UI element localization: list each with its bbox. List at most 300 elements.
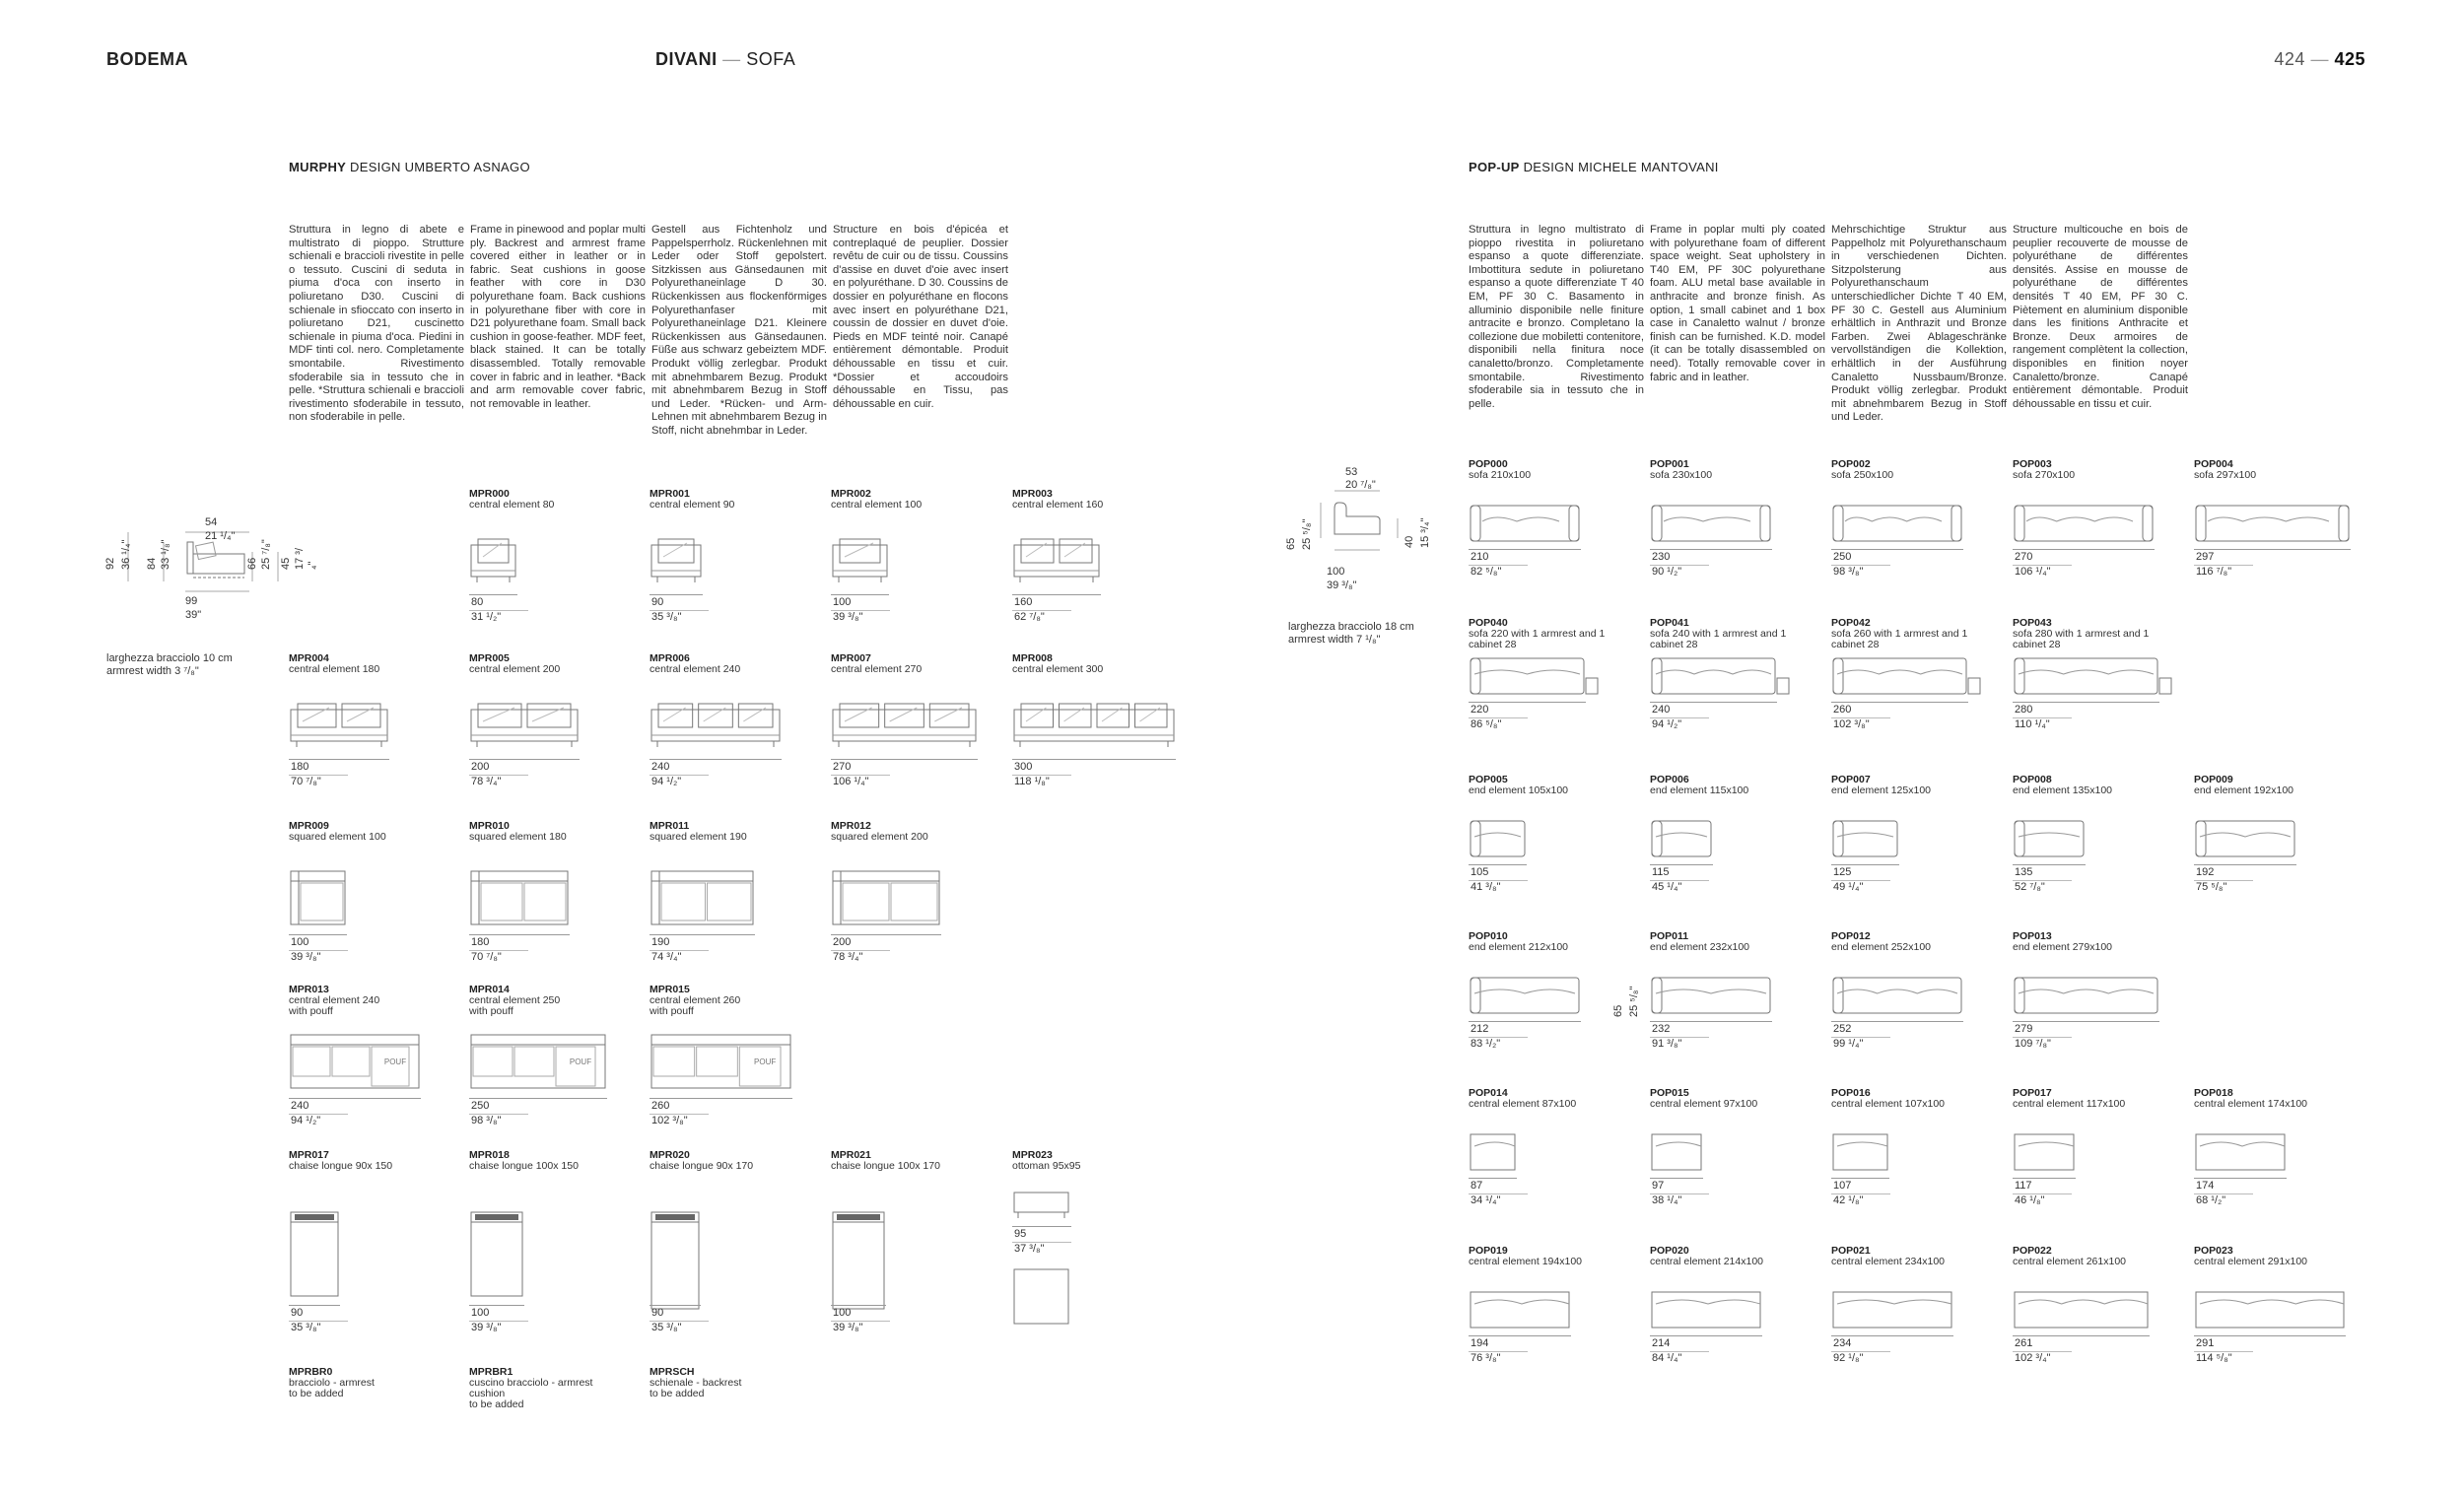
item-code: MPRBR0 — [289, 1366, 333, 1378]
item-code: MPRBR1 — [469, 1366, 513, 1378]
dimension-line — [1469, 1335, 1571, 1336]
item-name: sofa 270x100 — [2013, 469, 2076, 481]
popup-desc-it: Struttura in legno multistrato di pioppo rivestita in poliuretano espanso a quote differenziate. Imbottitura sedute in poliuretano espanso a quote differenziate T 40 EM, PF 30 C. Basamento in alluminio disponibile nelle finiture antracite e bronzo. Completano la collezione due mobiletti contenitore, disponibili nella finitura noce canaletto/bronzo. Completamente smontabile. Rivestimento sfoderabile sia in tessuto che in pelle. — [1469, 224, 1644, 410]
popup-mid-height: 65 — [1612, 1004, 1624, 1017]
item-code: POP040 — [1469, 617, 1508, 629]
item-code: POP021 — [1831, 1245, 1871, 1257]
dimension-cm: 192 — [2196, 866, 2215, 878]
murphy-item-mpr017 — [289, 1149, 466, 1333]
dimension-line — [650, 1305, 701, 1306]
dimension-cm: 291 — [2196, 1337, 2215, 1349]
dimension-inch: 98 ³/₈" — [471, 1115, 502, 1126]
dimension-inch: 94 ¹/₂" — [651, 776, 682, 787]
item-code: MPR009 — [289, 820, 329, 832]
item-code: POP043 — [2013, 617, 2052, 629]
dimension-inch: 84 ¹/₄" — [1652, 1352, 1682, 1364]
item-code: POP019 — [1469, 1245, 1508, 1257]
dimension-line — [1831, 702, 1968, 703]
pouf-label: POUF — [383, 1057, 407, 1066]
item-name: end element 135x100 — [2013, 784, 2112, 796]
item-name: central element 194x100 — [1469, 1256, 1582, 1267]
dimension-inch: 82 ⁵/₈" — [1471, 566, 1502, 578]
popup-item-pop019 — [1469, 1245, 1646, 1364]
dimension-inch: 35 ³/₈" — [291, 1322, 321, 1333]
murphy-desc-de: Gestell aus Fichtenholz und Pappelsperrholz. Rückenlehnen mit Leder oder Stoff gepolstert. Sitzkissen aus Gänsedaunen mit Polyurethaneinlage D 30. Rückenkissen aus flockenförmiges Polyurethanfaser mit Polyurethaneinlage D21. Kleinere Rückenkissen aus Gänsedaunen. Füße aus schwarz gebeiztem MDF. Produkt völlig zerlegbar. Produkt mit abnehmbarem Bezug. Produkt mit abnehmbarem Bezug in Stoff und Leder. *Rücken- und Arm-Lehnen mit abnehmbarem Bezug in Stoff, nicht abnehmbar in Leder. — [651, 224, 827, 437]
murphy-item-mpr001 — [650, 488, 827, 623]
dimension-inch: 68 ¹/₂" — [2196, 1194, 2226, 1206]
dimension-line — [469, 759, 580, 760]
dimension-cm: 90 — [291, 1307, 304, 1319]
pouf-label: POUF — [754, 1057, 777, 1066]
item-name: central element 260 with pouff — [650, 994, 741, 1017]
dimension-cm: 190 — [651, 936, 670, 948]
item-name: central element 234x100 — [1831, 1256, 1945, 1267]
item-code: MPR021 — [831, 1149, 871, 1161]
dimension-line — [1650, 549, 1772, 550]
item-code: MPR006 — [650, 652, 690, 664]
page-category: DIVANI — SOFA — [655, 49, 796, 69]
item-code: MPR013 — [289, 984, 329, 995]
item-code: POP000 — [1469, 458, 1508, 470]
murphy-item-mprbr0 — [289, 1366, 466, 1399]
dimension-inch: 78 ³/₄" — [833, 951, 863, 963]
dimension-line — [650, 1098, 792, 1099]
sofa-drawing — [2015, 817, 2103, 864]
dimension-cm: 97 — [1652, 1180, 1665, 1192]
dimension-cm: 261 — [2015, 1337, 2033, 1349]
dimension-line — [1469, 864, 1527, 865]
dimension-cm: 100 — [291, 936, 309, 948]
murphy-desc-fr: Structure en bois d'épicéa et contreplaqué de peuplier. Dossier revêtu de cuir ou de tissu. Coussins d'assise en duvet d'oie avec insert en polyuréthane. D 30. Coussins de dossier en polyuréthane en flocons avec insert en polyuréthane D21, coussin de dossier en duvet d'oie. Pieds en MDF teinté noir. Canapé entièrement démontable. Produit déhoussable en tissu et cuir. *Dossier et accoudoirs déhoussable en Tissu, pas déhoussable en cuir. — [833, 224, 1008, 410]
item-code: POP017 — [2013, 1087, 2052, 1099]
dimension-inch: 49 ¹/₄" — [1833, 881, 1864, 893]
item-code: MPR015 — [650, 984, 690, 995]
dimension-line — [2013, 549, 2155, 550]
dimension-inch: 91 ³/₈" — [1652, 1038, 1682, 1050]
dimension-line — [1012, 594, 1101, 595]
dimension-inch: 98 ³/₈" — [1833, 566, 1864, 578]
item-name: sofa 230x100 — [1650, 469, 1713, 481]
dimension-line — [469, 934, 570, 935]
dimension-cm: 87 — [1471, 1180, 1483, 1192]
item-name: end element 105x100 — [1469, 784, 1568, 796]
murphy-item-mpr015 — [650, 984, 827, 1126]
item-name: ottoman 95x95 — [1012, 1160, 1081, 1172]
popup-item-pop040 — [1469, 617, 1646, 730]
dimension-inch: 35 ³/₈" — [651, 611, 682, 623]
dimension-line — [289, 759, 389, 760]
item-code: POP004 — [2194, 458, 2233, 470]
item-name: sofa 297x100 — [2194, 469, 2257, 481]
dimension-inch: 35 ³/₈" — [651, 1322, 682, 1333]
dimension-line — [831, 594, 889, 595]
dimension-inch: 83 ¹/₂" — [1471, 1038, 1501, 1050]
popup-item-pop023 — [2194, 1245, 2371, 1364]
popup-item-pop014 — [1469, 1087, 1646, 1206]
dimension-line — [289, 934, 347, 935]
item-name: central element 240 with pouff — [289, 994, 380, 1017]
dimension-line — [1831, 1335, 1953, 1336]
dimension-cm: 105 — [1471, 866, 1489, 878]
murphy-title: MURPHY DESIGN UMBERTO ASNAGO — [289, 160, 530, 174]
dimension-line — [2194, 1335, 2346, 1336]
dimension-cm: 240 — [291, 1100, 309, 1112]
item-name: central element 107x100 — [1831, 1098, 1945, 1110]
dimension-inch: 114 ⁵/₈" — [2196, 1352, 2232, 1364]
murphy-item-mpr013 — [289, 984, 466, 1126]
popup-item-pop013 — [2013, 930, 2190, 1050]
dimension-inch: 110 ¹/₄" — [2015, 718, 2050, 730]
item-name: chaise longue 100x 170 — [831, 1160, 940, 1172]
murphy-item-mpr006 — [650, 652, 827, 787]
dimension-line — [289, 1305, 340, 1306]
dimension-cm: 300 — [1014, 761, 1033, 773]
dimension-inch: 76 ³/₈" — [1471, 1352, 1501, 1364]
dimension-inch: 75 ⁵/₈" — [2196, 881, 2227, 893]
dimension-inch: 31 ¹/₂" — [471, 611, 502, 623]
dimension-cm: 90 — [651, 596, 664, 608]
item-name: central element 180 — [289, 663, 380, 675]
item-name: central element 240 — [650, 663, 741, 675]
dimension-inch: 39 ³/₈" — [833, 611, 863, 623]
dimension-line — [1831, 549, 1963, 550]
popup-item-pop006 — [1650, 774, 1827, 893]
item-name: schienale - backrest to be added — [650, 1377, 742, 1399]
popup-item-pop000 — [1469, 458, 1646, 578]
murphy-item-mpr011 — [650, 820, 827, 963]
dimension-line — [1831, 1178, 1889, 1179]
dimension-cm: 180 — [471, 936, 490, 948]
dimension-cm: 100 — [833, 1307, 852, 1319]
murphy-desc-it: Struttura in legno di abete e multistrato di pioppo. Strutture schienali e braccioli rivestite in pelle o tessuto. Cuscini di seduta in piuma d'oca con inserto in poliuretano D30. Cuscini di schienale in sfioccato con inserto in poliuretano D21, cuscinetto schienale in piuma d'oca. Piedini in MDF tinti col. nero. Completamente smontabile. Rivestimento sfoderabile sia in tessuto che in pelle. *Struttura schienali e braccioli rivestimento sfoderabile in tessuto, non sfoderabile in pelle. — [289, 224, 464, 424]
item-code: POP042 — [1831, 617, 1871, 629]
popup-desc-en: Frame in poplar multi ply coated with polyurethane foam of different space weight. Seat upholstery in T40 EM, PF 30C polyurethane foam. ALU metal base available in anthracite and bronze finish. As option, 1 small cabinet and 1 box case in Canaletto walnut / bronze finish can be furnished. K.D. model (it can be totally disassembled on need). Totally removable cover in fabric and in leather. — [1650, 224, 1825, 383]
sofa-drawing — [2015, 654, 2177, 702]
popup-item-pop008 — [2013, 774, 2190, 893]
item-code: POP014 — [1469, 1087, 1508, 1099]
item-name: central element 160 — [1012, 499, 1104, 511]
dimension-line — [1012, 1226, 1071, 1227]
dimension-inch: 78 ³/₄" — [471, 776, 502, 787]
item-name: cuscino bracciolo - armrest cushion to be added — [469, 1377, 593, 1410]
item-name: central element 174x100 — [2194, 1098, 2307, 1110]
item-code: POP013 — [2013, 930, 2052, 942]
dimension-cm: 252 — [1833, 1023, 1852, 1035]
sofa-drawing — [1014, 1193, 1072, 1334]
dimension-line — [2013, 1335, 2150, 1336]
item-code: MPR003 — [1012, 488, 1053, 500]
dimension-line — [1012, 759, 1176, 760]
sofa-drawing — [1833, 974, 1981, 1021]
dimension-inch: 102 ³/₈" — [651, 1115, 688, 1126]
dimension-cm: 214 — [1652, 1337, 1671, 1349]
sofa-drawing — [1652, 817, 1731, 864]
dimension-cm: 90 — [651, 1307, 664, 1319]
popup-item-pop018 — [2194, 1087, 2371, 1206]
sofa-drawing — [1652, 1130, 1721, 1178]
dimension-inch: 70 ⁷/₈" — [291, 776, 321, 787]
dimension-line — [650, 934, 755, 935]
sofa-drawing — [471, 1212, 526, 1300]
sofa-drawing — [2196, 817, 2314, 864]
murphy-item-mpr003 — [1012, 488, 1190, 623]
item-name: end element 115x100 — [1650, 784, 1749, 796]
murphy-item-mpr018 — [469, 1149, 647, 1333]
dimension-cm: 115 — [1652, 866, 1670, 878]
sofa-drawing — [1471, 1130, 1535, 1178]
popup-desc-de: Mehrschichtige Struktur aus Pappelholz mit Polyurethanschaum in verschiedenen Dichten. Sitzpolsterung aus Polyurethanschaum unterschiedlicher Dichte T 40 EM, PF 30 C. Gestell aus Aluminium erhältlich in Anthrazit und Bronze Farben. Zwei Ablageschränke vervollständigen die Kollektion, erhältlich in der Ausführung Canaletto Nussbaum/Bronze. Produkt völlig zerlegbar. Produkt mit abnehmbarem Bezug in Stoff und Leder. — [1831, 224, 2007, 424]
dimension-inch: 102 ³/₄" — [2015, 1352, 2051, 1364]
murphy-item-mpr014 — [469, 984, 647, 1126]
popup-mid-height-in: 25 ⁵/₈" — [1628, 986, 1640, 1017]
dimension-cm: 270 — [833, 761, 852, 773]
dimension-cm: 260 — [1833, 704, 1852, 716]
item-name: end element 252x100 — [1831, 941, 1931, 953]
dimension-cm: 240 — [651, 761, 670, 773]
dimension-line — [1650, 1335, 1762, 1336]
dimension-inch: 102 ³/₈" — [1833, 718, 1870, 730]
murphy-item-mpr009 — [289, 820, 466, 963]
dimension-inch: 106 ¹/₄" — [2015, 566, 2051, 578]
dimension-inch: 39 ³/₈" — [291, 951, 321, 963]
item-name: chaise longue 100x 150 — [469, 1160, 579, 1172]
item-code: POP006 — [1650, 774, 1689, 785]
item-name: sofa 220 with 1 armrest and 1 cabinet 28 — [1469, 628, 1606, 650]
dimension-cm: 180 — [291, 761, 309, 773]
murphy-item-mpr010 — [469, 820, 647, 963]
dimension-line — [469, 1305, 524, 1306]
sofa-drawing — [1833, 817, 1917, 864]
sofa-drawing — [1833, 1288, 1971, 1335]
popup-desc-fr: Structure multicouche en bois de peuplier recouverte de mousse de polyuréthane de différentes densités. Assise en mousse de polyuréthane de différentes densités T 40 EM, PF 30 C. Piètement en aluminium disponible dans les finitions Anthracite et Bronze. Deux armoires de rangement complètent la collection, disponibles en finition noyer Canaletto/bronze. Canapé entièrement démontable. Produit déhoussable en tissu et cuir. — [2013, 224, 2188, 410]
sofa-drawing — [1652, 502, 1790, 549]
dimension-cm: 230 — [1652, 551, 1671, 563]
dimension-inch: 109 ⁷/₈" — [2015, 1038, 2051, 1050]
dimension-line — [1650, 702, 1777, 703]
dimension-line — [831, 934, 941, 935]
dimension-inch: 74 ³/₄" — [651, 951, 682, 963]
popup-item-pop009 — [2194, 774, 2371, 893]
item-code: POP016 — [1831, 1087, 1871, 1099]
murphy-side-profile: 54 21 ¹/₄" 92 36 ¹/₄" 84 33 ¹/₈" 66 25 ⁷/₈" 45 17 ³/₄" 99 39" — [106, 512, 323, 631]
dimension-inch: 106 ¹/₄" — [833, 776, 869, 787]
murphy-item-mpr012 — [831, 820, 1008, 963]
dimension-cm: 174 — [2196, 1180, 2215, 1192]
sofa-drawing — [1471, 654, 1604, 702]
murphy-armrest-note: larghezza bracciolo 10 cm armrest width 3 ⁷/₈" — [106, 652, 233, 677]
sofa-drawing — [291, 1212, 342, 1300]
dimension-inch: 90 ¹/₂" — [1652, 566, 1682, 578]
dimension-inch: 37 ³/₈" — [1014, 1243, 1045, 1255]
item-name: sofa 250x100 — [1831, 469, 1894, 481]
murphy-item-mpr000 — [469, 488, 647, 623]
dimension-inch: 70 ⁷/₈" — [471, 951, 502, 963]
dimension-inch: 52 ⁷/₈" — [2015, 881, 2045, 893]
murphy-item-mpr020 — [650, 1149, 827, 1333]
dimension-line — [1831, 1021, 1963, 1022]
item-name: squared element 200 — [831, 831, 928, 843]
item-code: MPR018 — [469, 1149, 510, 1161]
dimension-line — [469, 594, 517, 595]
dimension-inch: 46 ¹/₈" — [2015, 1194, 2045, 1206]
dimension-inch: 94 ¹/₂" — [1652, 718, 1682, 730]
murphy-item-mpr005 — [469, 652, 647, 787]
item-name: squared element 180 — [469, 831, 567, 843]
dimension-inch: 38 ¹/₄" — [1652, 1194, 1682, 1206]
sofa-drawing — [1471, 502, 1599, 549]
dimension-line — [2013, 1021, 2159, 1022]
dimension-cm: 240 — [1652, 704, 1671, 716]
dimension-cm: 280 — [2015, 704, 2033, 716]
popup-item-pop004 — [2194, 458, 2371, 578]
item-code: POP005 — [1469, 774, 1508, 785]
item-code: MPR014 — [469, 984, 510, 995]
murphy-item-mpr008 — [1012, 652, 1190, 787]
item-name: end element 125x100 — [1831, 784, 1931, 796]
item-name: end element 232x100 — [1650, 941, 1749, 953]
sofa-drawing — [2015, 502, 2172, 549]
item-name: central element 291x100 — [2194, 1256, 2307, 1267]
dimension-cm: 100 — [833, 596, 852, 608]
popup-item-pop021 — [1831, 1245, 2009, 1364]
dimension-cm: 200 — [471, 761, 490, 773]
dimension-cm: 100 — [471, 1307, 490, 1319]
popup-item-pop042 — [1831, 617, 2009, 730]
item-name: sofa 260 with 1 armrest and 1 cabinet 28 — [1831, 628, 1968, 650]
sofa-drawing — [2196, 1130, 2304, 1178]
item-name: chaise longue 90x 170 — [650, 1160, 754, 1172]
dimension-inch: 42 ¹/₈" — [1833, 1194, 1864, 1206]
dimension-cm: 234 — [1833, 1337, 1852, 1349]
dimension-cm: 160 — [1014, 596, 1033, 608]
item-code: MPR007 — [831, 652, 871, 664]
dimension-line — [831, 759, 978, 760]
sofa-drawing — [833, 1212, 888, 1313]
item-code: MPR011 — [650, 820, 690, 832]
page-numbers: 424 — 425 — [2274, 49, 2365, 69]
dimension-line — [1650, 1021, 1772, 1022]
item-name: sofa 240 with 1 armrest and 1 cabinet 28 — [1650, 628, 1787, 650]
dimension-line — [650, 759, 782, 760]
item-code: POP007 — [1831, 774, 1871, 785]
sofa-drawing — [651, 1212, 703, 1313]
sofa-drawing — [1833, 502, 1981, 549]
dimension-inch: 41 ³/₈" — [1471, 881, 1501, 893]
sofa-drawing — [1652, 1288, 1780, 1335]
dimension-inch: 116 ⁷/₈" — [2196, 566, 2232, 578]
dimension-cm: 250 — [1833, 551, 1852, 563]
dimension-inch: 99 ¹/₄" — [1833, 1038, 1864, 1050]
dimension-line — [2013, 702, 2159, 703]
sofa-drawing — [2196, 502, 2368, 549]
item-code: POP009 — [2194, 774, 2233, 785]
item-name: central element 117x100 — [2013, 1098, 2126, 1110]
item-code: POP023 — [2194, 1245, 2233, 1257]
murphy-item-mpr007 — [831, 652, 1008, 787]
sofa-drawing — [1014, 702, 1178, 844]
popup-item-pop041 — [1650, 617, 1827, 730]
item-code: POP010 — [1469, 930, 1508, 942]
brand-name: BODEMA — [106, 49, 188, 69]
dimension-line — [1650, 864, 1713, 865]
item-code: MPR000 — [469, 488, 510, 500]
item-code: POP015 — [1650, 1087, 1689, 1099]
item-code: POP002 — [1831, 458, 1871, 470]
dimension-line — [2194, 549, 2351, 550]
dimension-line — [1469, 1021, 1581, 1022]
popup-item-pop007 — [1831, 774, 2009, 893]
sofa-drawing — [1471, 974, 1599, 1021]
item-code: POP012 — [1831, 930, 1871, 942]
dimension-line — [2013, 864, 2086, 865]
sofa-drawing — [2015, 974, 2177, 1021]
item-name: sofa 280 with 1 armrest and 1 cabinet 28 — [2013, 628, 2150, 650]
popup-armrest-note: larghezza bracciolo 18 cm armrest width 7 ¹/₈" — [1288, 621, 1414, 646]
dimension-cm: 194 — [1471, 1337, 1489, 1349]
item-name: central element 261x100 — [2013, 1256, 2126, 1267]
dimension-inch: 39 ³/₈" — [833, 1322, 863, 1333]
dimension-inch: 86 ⁵/₈" — [1471, 718, 1502, 730]
dimension-cm: 279 — [2015, 1023, 2033, 1035]
dimension-cm: 220 — [1471, 704, 1489, 716]
dimension-inch: 62 ⁷/₈" — [1014, 611, 1045, 623]
popup-title: POP-UP DESIGN MICHELE MANTOVANI — [1469, 160, 1719, 174]
item-name: central element 200 — [469, 663, 561, 675]
dimension-inch: 92 ¹/₈" — [1833, 1352, 1864, 1364]
popup-side-profile: 53 20 ⁷/₈" 65 25 ⁵/₈" 40 15 ³/₄" 100 39 ³/₈" — [1281, 463, 1459, 601]
item-code: MPRSCH — [650, 1366, 695, 1378]
sofa-drawing — [1833, 654, 1986, 702]
dimension-cm: 200 — [833, 936, 852, 948]
item-code: MPR005 — [469, 652, 510, 664]
item-name: end element 279x100 — [2013, 941, 2112, 953]
sofa-drawing — [2015, 1288, 2167, 1335]
popup-item-pop002 — [1831, 458, 2009, 578]
item-code: POP041 — [1650, 617, 1689, 629]
item-code: POP001 — [1650, 458, 1689, 470]
item-code: MPR004 — [289, 652, 329, 664]
sofa-drawing — [2196, 1288, 2363, 1335]
dimension-cm: 117 — [2015, 1180, 2032, 1192]
dimension-line — [1650, 1178, 1703, 1179]
sofa-drawing — [1471, 817, 1544, 864]
item-code: POP018 — [2194, 1087, 2233, 1099]
dimension-line — [2194, 1178, 2287, 1179]
murphy-item-mpr004 — [289, 652, 466, 787]
item-code: POP020 — [1650, 1245, 1689, 1257]
dimension-cm: 135 — [2015, 866, 2033, 878]
popup-item-pop003 — [2013, 458, 2190, 578]
murphy-item-mpr021 — [831, 1149, 1008, 1333]
dimension-cm: 107 — [1833, 1180, 1852, 1192]
item-name: bracciolo - armrest to be added — [289, 1377, 375, 1399]
item-code: MPR002 — [831, 488, 871, 500]
popup-item-pop020 — [1650, 1245, 1827, 1364]
murphy-item-mprsch — [650, 1366, 827, 1399]
dimension-inch: 34 ¹/₄" — [1471, 1194, 1501, 1206]
item-code: MPR017 — [289, 1149, 329, 1161]
dimension-line — [1469, 702, 1586, 703]
dimension-inch: 45 ¹/₄" — [1652, 881, 1682, 893]
dimension-cm: 297 — [2196, 551, 2215, 563]
dimension-inch: 118 ¹/₈" — [1014, 776, 1050, 787]
item-name: central element 270 — [831, 663, 923, 675]
dimension-cm: 212 — [1471, 1023, 1489, 1035]
dimension-inch: 94 ¹/₂" — [291, 1115, 321, 1126]
dimension-line — [1831, 864, 1899, 865]
item-name: central element 97x100 — [1650, 1098, 1758, 1110]
item-name: end element 192x100 — [2194, 784, 2293, 796]
